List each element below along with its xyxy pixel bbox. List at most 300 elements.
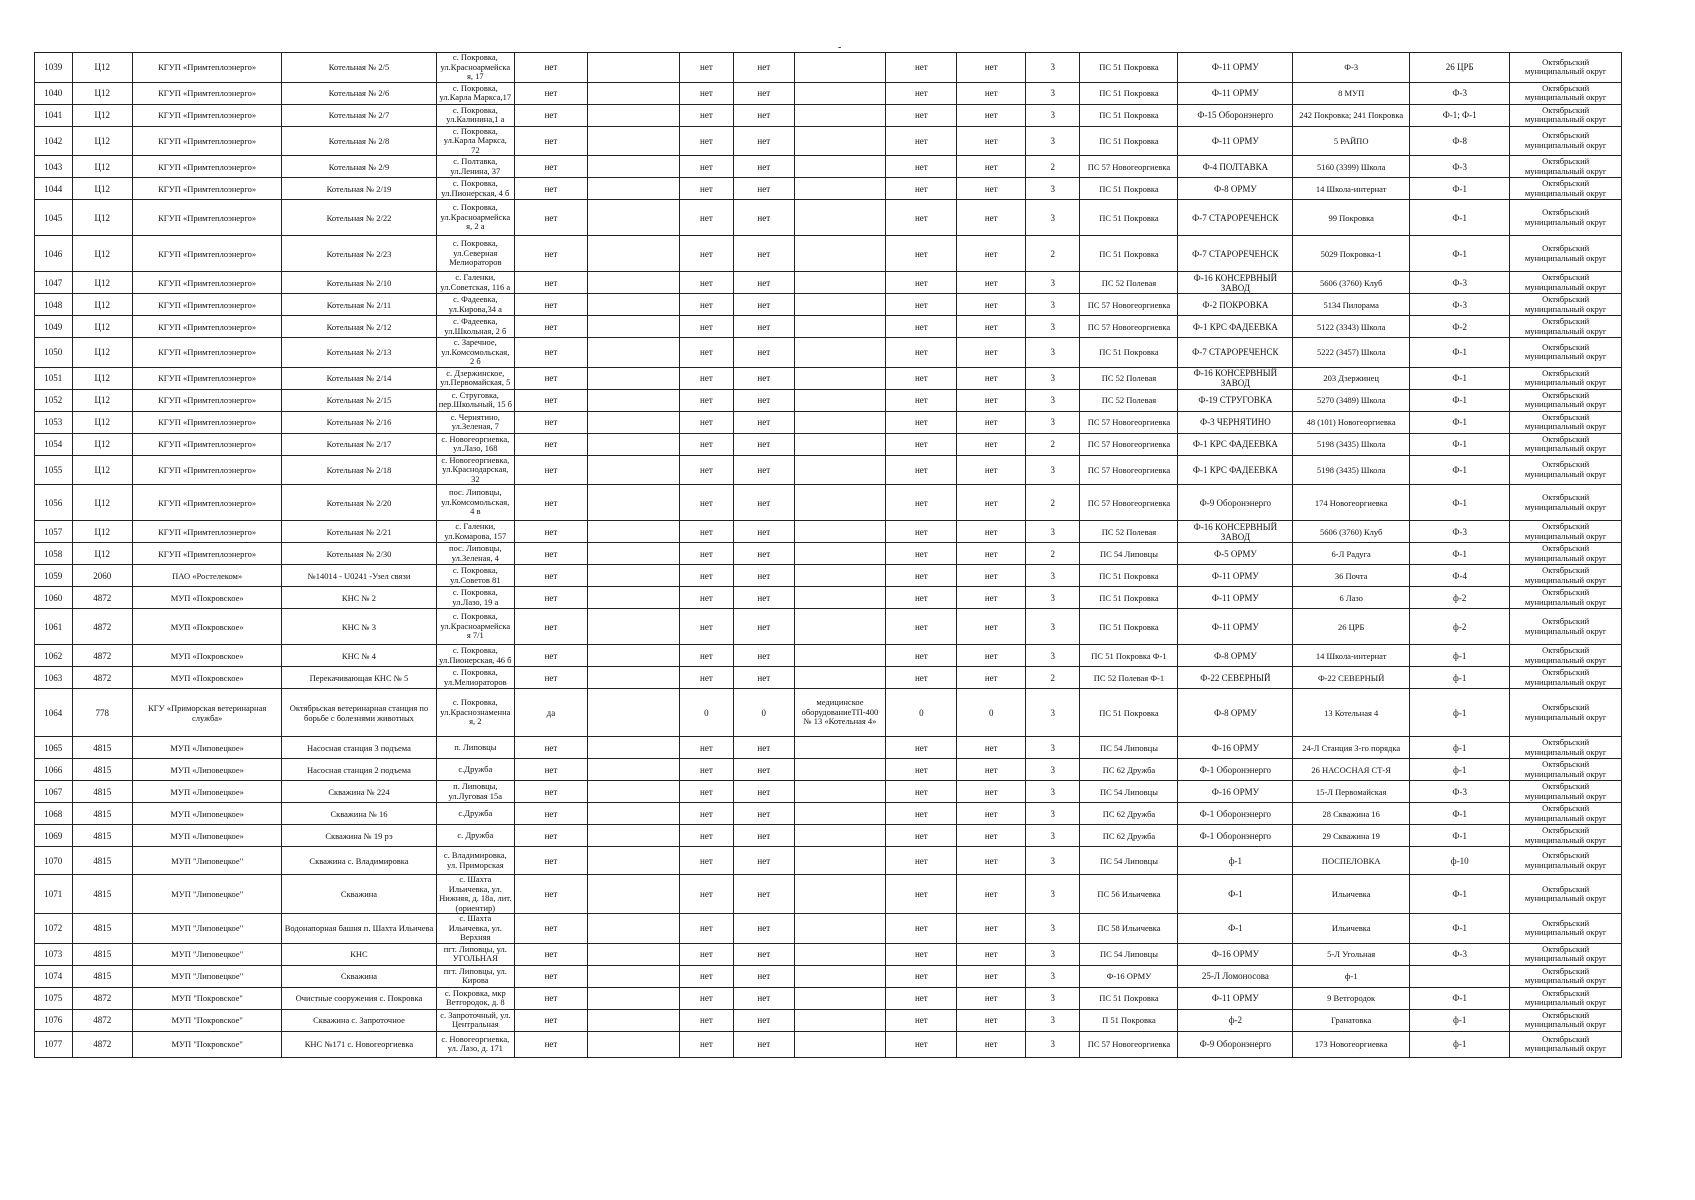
- cell-category: 2: [1026, 485, 1080, 521]
- cell-feeder-line: Ф-2: [1410, 316, 1510, 338]
- cell-code: 778: [72, 689, 133, 737]
- cell-value-b: нет: [734, 411, 795, 433]
- cell-address: с. Покровка, ул.Краснознаменная, 2: [436, 689, 514, 737]
- cell-empty-col: [587, 565, 679, 587]
- table-row: [35, 609, 1622, 645]
- cell-equipment-note: [794, 803, 886, 825]
- cell-empty-col: [587, 82, 679, 104]
- cell-row-number: 1073: [35, 943, 73, 965]
- cell-address: с. Покровка, ул.Мелиораторов: [436, 667, 514, 689]
- cell-category: 3: [1026, 645, 1080, 667]
- cell-value-d: нет: [957, 645, 1026, 667]
- cell-value-c: нет: [886, 965, 957, 987]
- cell-empty-col: [587, 543, 679, 565]
- cell-category: 3: [1026, 521, 1080, 543]
- cell-transformer-point: 6 Лазо: [1293, 587, 1410, 609]
- cell-transformer-point: 5 РАЙПО: [1293, 126, 1410, 156]
- cell-code: 4815: [72, 803, 133, 825]
- cell-critical-flag: нет: [514, 338, 587, 368]
- cell-critical-flag: нет: [514, 1031, 587, 1057]
- cell-equipment-note: [794, 126, 886, 156]
- cell-value-a: нет: [679, 609, 733, 645]
- cell-category: 3: [1026, 367, 1080, 389]
- cell-row-number: 1057: [35, 521, 73, 543]
- cell-row-number: 1049: [35, 316, 73, 338]
- cell-organization: КГУП «Примтеплоэнерго»: [133, 543, 282, 565]
- cell-transformer-point: 5222 (3457) Школа: [1293, 338, 1410, 368]
- cell-value-d: нет: [957, 53, 1026, 83]
- cell-facility-name: Котельная № 2/18: [282, 455, 436, 485]
- cell-feeder-line: ф-1: [1410, 645, 1510, 667]
- cell-address: пос. Липовцы, ул.Комсомольская, 4 в: [436, 485, 514, 521]
- cell-feeder-line: ф-2: [1410, 609, 1510, 645]
- cell-empty-col: [587, 433, 679, 455]
- cell-equipment-note: [794, 411, 886, 433]
- cell-value-d: нет: [957, 781, 1026, 803]
- cell-facility-name: Котельная № 2/8: [282, 126, 436, 156]
- cell-feeder-line: Ф-3: [1410, 294, 1510, 316]
- cell-transformer-point: Гранатовка: [1293, 1009, 1410, 1031]
- cell-value-d: нет: [957, 126, 1026, 156]
- cell-empty-col: [587, 759, 679, 781]
- cell-value-a: нет: [679, 875, 733, 914]
- cell-code: 4815: [72, 759, 133, 781]
- cell-address: с. Покровка, ул.Красноармейская, 17: [436, 53, 514, 83]
- cell-feeder-line: Ф-1: [1410, 825, 1510, 847]
- cell-code: Ц12: [72, 389, 133, 411]
- cell-address: пгт. Липовцы, ул. Кирова: [436, 965, 514, 987]
- cell-value-c: нет: [886, 272, 957, 294]
- cell-equipment-note: [794, 272, 886, 294]
- cell-value-d: нет: [957, 737, 1026, 759]
- cell-category: 2: [1026, 543, 1080, 565]
- cell-address: с. Шахта Ильичевка, ул. Верхняя: [436, 914, 514, 944]
- cell-code: Ц12: [72, 316, 133, 338]
- cell-transformer-point: 14 Школа-интернат: [1293, 178, 1410, 200]
- cell-value-d: нет: [957, 965, 1026, 987]
- cell-substation: ПС 52 Полевая Ф-1: [1080, 667, 1178, 689]
- cell-value-d: нет: [957, 455, 1026, 485]
- cell-substation: ПС 54 Липовцы: [1080, 737, 1178, 759]
- cell-facility-name: Котельная № 2/15: [282, 389, 436, 411]
- cell-substation: ПС 52 Полевая: [1080, 367, 1178, 389]
- cell-value-b: нет: [734, 645, 795, 667]
- cell-facility-name: КНС №171 с. Новогеоргиевка: [282, 1031, 436, 1057]
- table-row: [35, 914, 1622, 944]
- cell-empty-col: [587, 943, 679, 965]
- cell-feeder-line: Ф-1: [1410, 455, 1510, 485]
- cell-value-d: нет: [957, 200, 1026, 236]
- cell-organization: КГУП «Примтеплоэнерго»: [133, 485, 282, 521]
- cell-value-a: нет: [679, 200, 733, 236]
- cell-category: 3: [1026, 781, 1080, 803]
- cell-feeder: Ф-16 ОРМУ: [1178, 737, 1293, 759]
- cell-row-number: 1077: [35, 1031, 73, 1057]
- cell-equipment-note: [794, 104, 886, 126]
- cell-value-c: нет: [886, 178, 957, 200]
- cell-empty-col: [587, 965, 679, 987]
- cell-feeder-line: Ф-1: [1410, 367, 1510, 389]
- cell-facility-name: Котельная № 2/9: [282, 156, 436, 178]
- cell-row-number: 1040: [35, 82, 73, 104]
- cell-category: 3: [1026, 200, 1080, 236]
- cell-value-d: нет: [957, 294, 1026, 316]
- cell-municipality: Октябрьский муниципальный округ: [1510, 759, 1622, 781]
- cell-category: 3: [1026, 689, 1080, 737]
- cell-feeder-line: ф-1: [1410, 667, 1510, 689]
- cell-organization: КГУП «Примтеплоэнерго»: [133, 338, 282, 368]
- cell-value-a: нет: [679, 847, 733, 875]
- cell-organization: КГУП «Примтеплоэнерго»: [133, 126, 282, 156]
- cell-substation: ПС 52 Полевая: [1080, 272, 1178, 294]
- cell-row-number: 1066: [35, 759, 73, 781]
- cell-feeder-line: Ф-3: [1410, 943, 1510, 965]
- cell-feeder: Ф-16 КОНСЕРВНЫЙ ЗАВОД: [1178, 272, 1293, 294]
- cell-municipality: Октябрьский муниципальный округ: [1510, 587, 1622, 609]
- cell-value-a: нет: [679, 965, 733, 987]
- cell-municipality: Октябрьский муниципальный округ: [1510, 338, 1622, 368]
- cell-row-number: 1060: [35, 587, 73, 609]
- table-row: [35, 485, 1622, 521]
- cell-facility-name: Скважина с. Владимировка: [282, 847, 436, 875]
- table-row: [35, 587, 1622, 609]
- cell-facility-name: Котельная № 2/22: [282, 200, 436, 236]
- cell-organization: МУП «Покровское»: [133, 609, 282, 645]
- cell-value-c: нет: [886, 943, 957, 965]
- cell-row-number: 1074: [35, 965, 73, 987]
- cell-municipality: Октябрьский муниципальный округ: [1510, 543, 1622, 565]
- cell-facility-name: Котельная № 2/14: [282, 367, 436, 389]
- table-row: [35, 367, 1622, 389]
- cell-value-a: нет: [679, 236, 733, 272]
- cell-code: 4872: [72, 1009, 133, 1031]
- table-body: [35, 53, 1622, 1058]
- cell-value-b: нет: [734, 178, 795, 200]
- cell-code: 4872: [72, 667, 133, 689]
- cell-organization: МУП "Липовецкое": [133, 847, 282, 875]
- cell-substation: ПС 51 Покровка: [1080, 104, 1178, 126]
- cell-facility-name: Насосная станция 3 подъема: [282, 737, 436, 759]
- cell-value-b: нет: [734, 965, 795, 987]
- cell-category: 3: [1026, 609, 1080, 645]
- cell-facility-name: №14014 - U0241 -Узел связи: [282, 565, 436, 587]
- cell-transformer-point: 5160 (3399) Школа: [1293, 156, 1410, 178]
- cell-value-d: нет: [957, 104, 1026, 126]
- cell-critical-flag: да: [514, 689, 587, 737]
- cell-value-d: нет: [957, 543, 1026, 565]
- cell-empty-col: [587, 1031, 679, 1057]
- cell-code: Ц12: [72, 156, 133, 178]
- cell-code: Ц12: [72, 294, 133, 316]
- cell-feeder: Ф-8 ОРМУ: [1178, 645, 1293, 667]
- cell-municipality: Октябрьский муниципальный округ: [1510, 316, 1622, 338]
- cell-municipality: Октябрьский муниципальный округ: [1510, 389, 1622, 411]
- cell-value-c: 0: [886, 689, 957, 737]
- cell-address: с. Покровка, ул.Красноармейская, 2 а: [436, 200, 514, 236]
- cell-organization: КГУП «Примтеплоэнерго»: [133, 316, 282, 338]
- cell-category: 3: [1026, 178, 1080, 200]
- cell-category: 3: [1026, 1009, 1080, 1031]
- cell-address: с.Дружба: [436, 803, 514, 825]
- cell-critical-flag: нет: [514, 943, 587, 965]
- cell-value-d: нет: [957, 82, 1026, 104]
- cell-organization: МУП «Липовецкое»: [133, 759, 282, 781]
- cell-equipment-note: [794, 1031, 886, 1057]
- cell-substation: ПС 58 Ильичевка: [1080, 914, 1178, 944]
- cell-transformer-point: Ильичевка: [1293, 875, 1410, 914]
- cell-category: 2: [1026, 433, 1080, 455]
- cell-value-c: нет: [886, 411, 957, 433]
- cell-empty-col: [587, 455, 679, 485]
- cell-organization: КГУП «Примтеплоэнерго»: [133, 104, 282, 126]
- cell-category: 3: [1026, 294, 1080, 316]
- cell-value-d: нет: [957, 338, 1026, 368]
- cell-value-a: нет: [679, 272, 733, 294]
- cell-organization: КГУП «Примтеплоэнерго»: [133, 521, 282, 543]
- cell-value-c: нет: [886, 803, 957, 825]
- cell-municipality: Октябрьский муниципальный округ: [1510, 781, 1622, 803]
- cell-transformer-point: ф-1: [1293, 965, 1410, 987]
- cell-row-number: 1041: [35, 104, 73, 126]
- cell-row-number: 1068: [35, 803, 73, 825]
- cell-feeder-line: ф-1: [1410, 689, 1510, 737]
- cell-feeder-line: Ф-1: [1410, 338, 1510, 368]
- cell-transformer-point: 5134 Пилорама: [1293, 294, 1410, 316]
- cell-value-c: нет: [886, 126, 957, 156]
- cell-feeder: Ф-1 Оборонэнерго: [1178, 759, 1293, 781]
- cell-transformer-point: 36 Почта: [1293, 565, 1410, 587]
- cell-row-number: 1042: [35, 126, 73, 156]
- cell-transformer-point: Ф-22 СЕВЕРНЫЙ: [1293, 667, 1410, 689]
- cell-value-a: нет: [679, 825, 733, 847]
- cell-feeder: Ф-11 ОРМУ: [1178, 565, 1293, 587]
- cell-address: с. Заречное, ул.Комсомольская, 2 б: [436, 338, 514, 368]
- table-row: [35, 200, 1622, 236]
- table-row: [35, 737, 1622, 759]
- cell-value-b: нет: [734, 126, 795, 156]
- cell-critical-flag: нет: [514, 609, 587, 645]
- cell-code: Ц12: [72, 543, 133, 565]
- cell-organization: МУП «Липовецкое»: [133, 803, 282, 825]
- cell-facility-name: КНС № 4: [282, 645, 436, 667]
- cell-transformer-point: 5270 (3489) Школа: [1293, 389, 1410, 411]
- cell-category: 2: [1026, 236, 1080, 272]
- table-row: [35, 803, 1622, 825]
- cell-value-a: нет: [679, 943, 733, 965]
- table-row: [35, 689, 1622, 737]
- cell-municipality: Октябрьский муниципальный округ: [1510, 411, 1622, 433]
- cell-organization: КГУП «Примтеплоэнерго»: [133, 389, 282, 411]
- cell-municipality: Октябрьский муниципальный округ: [1510, 156, 1622, 178]
- cell-municipality: Октябрьский муниципальный округ: [1510, 689, 1622, 737]
- cell-row-number: 1052: [35, 389, 73, 411]
- cell-empty-col: [587, 485, 679, 521]
- cell-row-number: 1039: [35, 53, 73, 83]
- cell-substation: ПС 51 Покровка: [1080, 236, 1178, 272]
- cell-facility-name: Скважина: [282, 965, 436, 987]
- cell-empty-col: [587, 272, 679, 294]
- cell-substation: ПС 51 Покровка: [1080, 53, 1178, 83]
- cell-substation: ПС 57 Новогеоргиевка: [1080, 1031, 1178, 1057]
- cell-equipment-note: [794, 737, 886, 759]
- cell-equipment-note: [794, 433, 886, 455]
- cell-value-b: нет: [734, 338, 795, 368]
- cell-value-c: нет: [886, 433, 957, 455]
- cell-facility-name: Котельная № 2/11: [282, 294, 436, 316]
- cell-category: 3: [1026, 126, 1080, 156]
- table-row: [35, 847, 1622, 875]
- cell-value-c: нет: [886, 759, 957, 781]
- page-marker: -: [838, 42, 842, 53]
- cell-value-c: нет: [886, 236, 957, 272]
- cell-code: Ц12: [72, 455, 133, 485]
- cell-value-b: нет: [734, 521, 795, 543]
- cell-transformer-point: 6-Л Радуга: [1293, 543, 1410, 565]
- cell-feeder: Ф-1 КРС ФАДЕЕВКА: [1178, 455, 1293, 485]
- cell-critical-flag: нет: [514, 485, 587, 521]
- cell-transformer-point: Ф-3: [1293, 53, 1410, 83]
- cell-empty-col: [587, 236, 679, 272]
- cell-value-a: нет: [679, 53, 733, 83]
- cell-municipality: Октябрьский муниципальный округ: [1510, 82, 1622, 104]
- cell-equipment-note: [794, 294, 886, 316]
- cell-category: 3: [1026, 914, 1080, 944]
- cell-value-a: нет: [679, 914, 733, 944]
- table-row: [35, 825, 1622, 847]
- cell-category: 2: [1026, 667, 1080, 689]
- cell-feeder-line: ф-1: [1410, 737, 1510, 759]
- table-row: [35, 645, 1622, 667]
- cell-code: 4815: [72, 875, 133, 914]
- cell-code: Ц12: [72, 433, 133, 455]
- cell-category: 3: [1026, 316, 1080, 338]
- cell-category: 3: [1026, 847, 1080, 875]
- cell-transformer-point: 8 МУП: [1293, 82, 1410, 104]
- cell-value-a: нет: [679, 316, 733, 338]
- cell-value-a: нет: [679, 367, 733, 389]
- cell-transformer-point: 26 НАСОСНАЯ СТ-Я: [1293, 759, 1410, 781]
- cell-equipment-note: [794, 609, 886, 645]
- cell-substation: ПС 54 Липовцы: [1080, 543, 1178, 565]
- cell-critical-flag: нет: [514, 200, 587, 236]
- cell-transformer-point: 28 Скважина 16: [1293, 803, 1410, 825]
- cell-feeder: Ф-8 ОРМУ: [1178, 689, 1293, 737]
- cell-value-b: нет: [734, 847, 795, 875]
- table-row: [35, 667, 1622, 689]
- cell-substation: ПС 54 Липовцы: [1080, 847, 1178, 875]
- cell-organization: МУП "Липовецкое": [133, 914, 282, 944]
- cell-municipality: Октябрьский муниципальный округ: [1510, 987, 1622, 1009]
- cell-substation: ПС 51 Покровка: [1080, 178, 1178, 200]
- cell-value-b: нет: [734, 914, 795, 944]
- cell-value-b: нет: [734, 565, 795, 587]
- cell-category: 3: [1026, 53, 1080, 83]
- cell-row-number: 1061: [35, 609, 73, 645]
- cell-feeder: Ф-5 ОРМУ: [1178, 543, 1293, 565]
- cell-feeder: Ф-1 КРС ФАДЕЕВКА: [1178, 316, 1293, 338]
- cell-equipment-note: [794, 455, 886, 485]
- cell-category: 3: [1026, 803, 1080, 825]
- cell-value-c: нет: [886, 367, 957, 389]
- cell-value-d: нет: [957, 987, 1026, 1009]
- cell-empty-col: [587, 389, 679, 411]
- cell-facility-name: КНС № 3: [282, 609, 436, 645]
- cell-address: с. Покровка, ул.Северная Мелиораторов: [436, 236, 514, 272]
- cell-facility-name: Октябрьская ветеринарная станция по борьбе с болезнями животных: [282, 689, 436, 737]
- cell-value-b: нет: [734, 433, 795, 455]
- cell-critical-flag: нет: [514, 316, 587, 338]
- cell-empty-col: [587, 803, 679, 825]
- cell-transformer-point: 5198 (3435) Школа: [1293, 455, 1410, 485]
- cell-facility-name: Котельная № 2/17: [282, 433, 436, 455]
- cell-code: 4815: [72, 914, 133, 944]
- cell-transformer-point: 242 Покровка; 241 Покровка: [1293, 104, 1410, 126]
- cell-value-c: нет: [886, 781, 957, 803]
- cell-critical-flag: нет: [514, 803, 587, 825]
- cell-facility-name: Скважина: [282, 875, 436, 914]
- cell-critical-flag: нет: [514, 82, 587, 104]
- cell-facility-name: Скважина № 224: [282, 781, 436, 803]
- cell-equipment-note: [794, 565, 886, 587]
- cell-equipment-note: [794, 156, 886, 178]
- cell-feeder-line: Ф-3: [1410, 82, 1510, 104]
- cell-address: с. Запроточный, ул. Центральная: [436, 1009, 514, 1031]
- cell-value-c: нет: [886, 1009, 957, 1031]
- cell-feeder-line: ф-1: [1410, 1031, 1510, 1057]
- cell-facility-name: Котельная № 2/7: [282, 104, 436, 126]
- cell-category: 3: [1026, 455, 1080, 485]
- cell-feeder: Ф-11 ОРМУ: [1178, 609, 1293, 645]
- cell-empty-col: [587, 104, 679, 126]
- cell-empty-col: [587, 156, 679, 178]
- cell-facility-name: Котельная № 2/5: [282, 53, 436, 83]
- cell-organization: КГУП «Примтеплоэнерго»: [133, 82, 282, 104]
- cell-substation: ПС 62 Дружба: [1080, 759, 1178, 781]
- cell-row-number: 1056: [35, 485, 73, 521]
- cell-municipality: Октябрьский муниципальный округ: [1510, 521, 1622, 543]
- cell-value-c: нет: [886, 82, 957, 104]
- document-sheet: [34, 52, 1622, 1058]
- cell-value-c: нет: [886, 521, 957, 543]
- cell-code: Ц12: [72, 521, 133, 543]
- cell-feeder: Ф-15 Оборонэнерго: [1178, 104, 1293, 126]
- cell-equipment-note: [794, 82, 886, 104]
- cell-equipment-note: [794, 847, 886, 875]
- cell-feeder-line: [1410, 965, 1510, 987]
- cell-row-number: 1063: [35, 667, 73, 689]
- cell-value-c: нет: [886, 200, 957, 236]
- cell-critical-flag: нет: [514, 543, 587, 565]
- cell-municipality: Октябрьский муниципальный округ: [1510, 200, 1622, 236]
- cell-equipment-note: [794, 943, 886, 965]
- cell-value-d: нет: [957, 389, 1026, 411]
- cell-category: 3: [1026, 338, 1080, 368]
- cell-code: 4815: [72, 943, 133, 965]
- cell-transformer-point: 5606 (3760) Клуб: [1293, 521, 1410, 543]
- cell-value-c: нет: [886, 316, 957, 338]
- cell-facility-name: Котельная № 2/6: [282, 82, 436, 104]
- cell-empty-col: [587, 847, 679, 875]
- cell-address: с. Покровка, ул.Калинина,1 а: [436, 104, 514, 126]
- cell-substation: ПС 52 Полевая: [1080, 521, 1178, 543]
- cell-transformer-point: 5122 (3343) Школа: [1293, 316, 1410, 338]
- cell-organization: КГУ «Приморская ветеринарная служба»: [133, 689, 282, 737]
- cell-value-a: нет: [679, 565, 733, 587]
- cell-organization: КГУП «Примтеплоэнерго»: [133, 53, 282, 83]
- cell-address: с. Дружба: [436, 825, 514, 847]
- cell-value-b: нет: [734, 272, 795, 294]
- cell-feeder-line: Ф-1: [1410, 433, 1510, 455]
